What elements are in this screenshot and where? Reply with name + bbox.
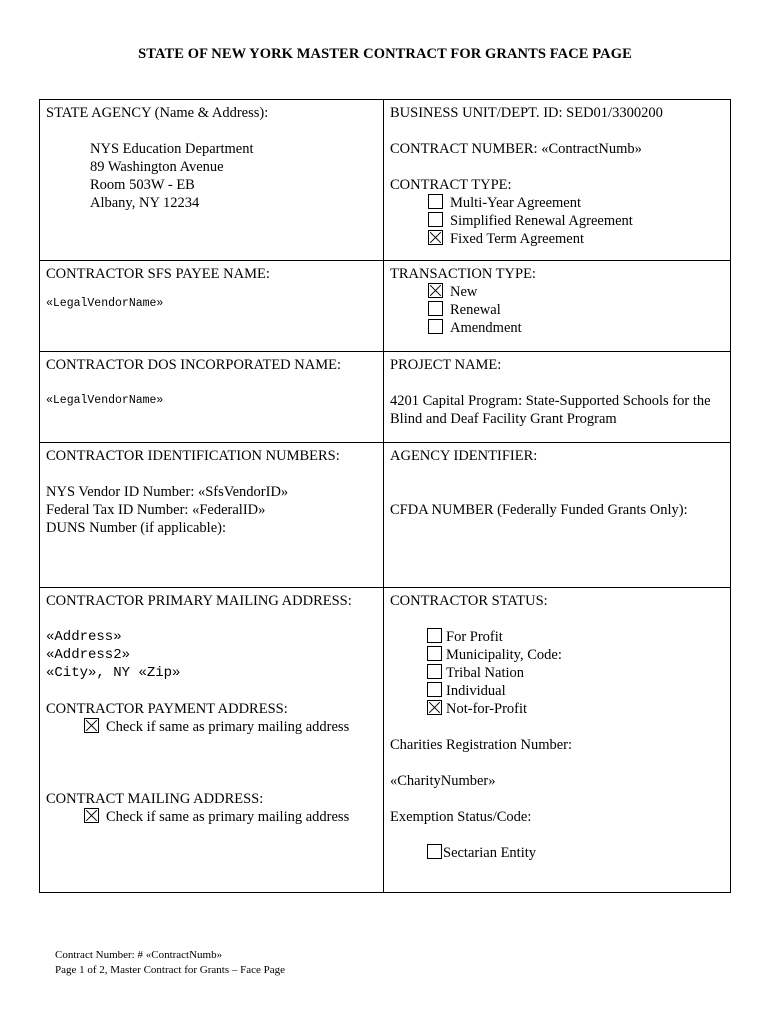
- duns-number: DUNS Number (if applicable):: [46, 520, 226, 536]
- contractor-status-cell: [384, 588, 730, 892]
- table-row: [40, 442, 730, 587]
- checkbox-icon[interactable]: [428, 319, 443, 334]
- checkbox-icon[interactable]: [427, 682, 442, 697]
- footer-contract-number: Contract Number: # «ContractNumb»: [55, 949, 223, 961]
- project-name: 4201 Capital Program: State-Supported Schools for the Blind and Deaf Facility Grant Program: [390, 393, 711, 427]
- contract-type-option[interactable]: Simplified Renewal Agreement: [390, 212, 724, 230]
- payment-address-label: CONTRACTOR PAYMENT ADDRESS:: [46, 701, 288, 717]
- table-row: [40, 351, 730, 442]
- checkbox-icon[interactable]: [427, 628, 442, 643]
- business-unit: BUSINESS UNIT/DEPT. ID: SED01/3300200: [390, 105, 663, 121]
- contractor-ids-cell: [40, 443, 384, 587]
- contract-mailing-check[interactable]: Check if same as primary mailing address: [46, 808, 377, 826]
- status-option[interactable]: Tribal Nation: [390, 664, 724, 682]
- checked-checkbox-icon[interactable]: [84, 808, 99, 823]
- checked-checkbox-icon[interactable]: [427, 700, 442, 715]
- checkbox-icon[interactable]: [428, 301, 443, 316]
- table-row: [40, 100, 730, 260]
- payment-address-check[interactable]: Check if same as primary mailing address: [46, 718, 377, 736]
- checkbox-icon[interactable]: [428, 212, 443, 227]
- status-option[interactable]: Individual: [390, 682, 724, 700]
- page-footer: [55, 948, 285, 978]
- address-line-2: «Address2»: [46, 647, 131, 663]
- state-agency-cell: [40, 100, 384, 260]
- contractor-status-label: CONTRACTOR STATUS:: [390, 593, 548, 609]
- status-option[interactable]: Not-for-Profit: [390, 700, 724, 718]
- table-row: [40, 587, 730, 892]
- vendor-id: NYS Vendor ID Number: «SfsVendorID»: [46, 484, 289, 500]
- transaction-type-option[interactable]: New: [390, 283, 724, 301]
- status-option[interactable]: For Profit: [390, 628, 724, 646]
- payee-cell: [40, 261, 384, 351]
- dos-name-cell: [40, 352, 384, 442]
- transaction-type-option[interactable]: Amendment: [390, 319, 724, 337]
- contract-number: CONTRACT NUMBER: «ContractNumb»: [390, 141, 642, 157]
- contract-type-label: CONTRACT TYPE:: [390, 177, 512, 193]
- transaction-type-option[interactable]: Renewal: [390, 301, 724, 319]
- sectarian-option[interactable]: Sectarian Entity: [390, 844, 724, 862]
- agency-address-line: Albany, NY 12234: [90, 195, 200, 211]
- charities-label: Charities Registration Number:: [390, 737, 573, 753]
- transaction-type-label: TRANSACTION TYPE:: [390, 266, 536, 282]
- transaction-type-cell: [384, 261, 730, 351]
- contract-type-option[interactable]: Multi-Year Agreement: [390, 194, 724, 212]
- face-page-table: [39, 99, 731, 893]
- dos-name-value: «LegalVendorName»: [46, 394, 164, 407]
- project-label: PROJECT NAME:: [390, 357, 502, 373]
- contract-info-cell: [384, 100, 730, 260]
- checked-checkbox-icon[interactable]: [84, 718, 99, 733]
- agency-address-line: Room 503W - EB: [90, 177, 195, 193]
- footer-page-info: Page 1 of 2, Master Contract for Grants – Face Page: [55, 964, 286, 976]
- checkbox-icon[interactable]: [427, 844, 442, 859]
- page-title: STATE OF NEW YORK MASTER CONTRACT FOR GRANTS FACE PAGE: [138, 46, 632, 62]
- dos-name-label: CONTRACTOR DOS INCORPORATED NAME:: [46, 357, 341, 373]
- checkbox-icon[interactable]: [427, 664, 442, 679]
- address-line-1: «Address»: [46, 629, 122, 645]
- project-cell: [384, 352, 730, 442]
- city-zip: «City», NY «Zip»: [46, 665, 181, 681]
- checked-checkbox-icon[interactable]: [428, 230, 443, 245]
- federal-tax-id: Federal Tax ID Number: «FederalID»: [46, 502, 266, 518]
- payee-value: «LegalVendorName»: [46, 297, 164, 310]
- status-option[interactable]: Municipality, Code:: [390, 646, 724, 664]
- checkbox-icon[interactable]: [428, 194, 443, 209]
- mailing-address-cell: [40, 588, 384, 892]
- agency-address-line: NYS Education Department: [90, 141, 254, 157]
- checkbox-icon[interactable]: [427, 646, 442, 661]
- contractor-ids-label: CONTRACTOR IDENTIFICATION NUMBERS:: [46, 448, 340, 464]
- checked-checkbox-icon[interactable]: [428, 283, 443, 298]
- payee-label: CONTRACTOR SFS PAYEE NAME:: [46, 266, 270, 282]
- state-agency-label: STATE AGENCY (Name & Address):: [46, 105, 269, 121]
- exemption-label: Exemption Status/Code:: [390, 809, 532, 825]
- cfda-number-label: CFDA NUMBER (Federally Funded Grants Only):: [390, 502, 688, 518]
- agency-address-line: 89 Washington Avenue: [90, 159, 224, 175]
- charity-number: «CharityNumber»: [390, 773, 496, 789]
- agency-identifier-cell: [384, 443, 730, 587]
- agency-identifier-label: AGENCY IDENTIFIER:: [390, 448, 538, 464]
- contract-mailing-label: CONTRACT MAILING ADDRESS:: [46, 791, 264, 807]
- contract-type-option[interactable]: Fixed Term Agreement: [390, 230, 724, 248]
- table-row: [40, 260, 730, 351]
- mailing-address-label: CONTRACTOR PRIMARY MAILING ADDRESS:: [46, 593, 352, 609]
